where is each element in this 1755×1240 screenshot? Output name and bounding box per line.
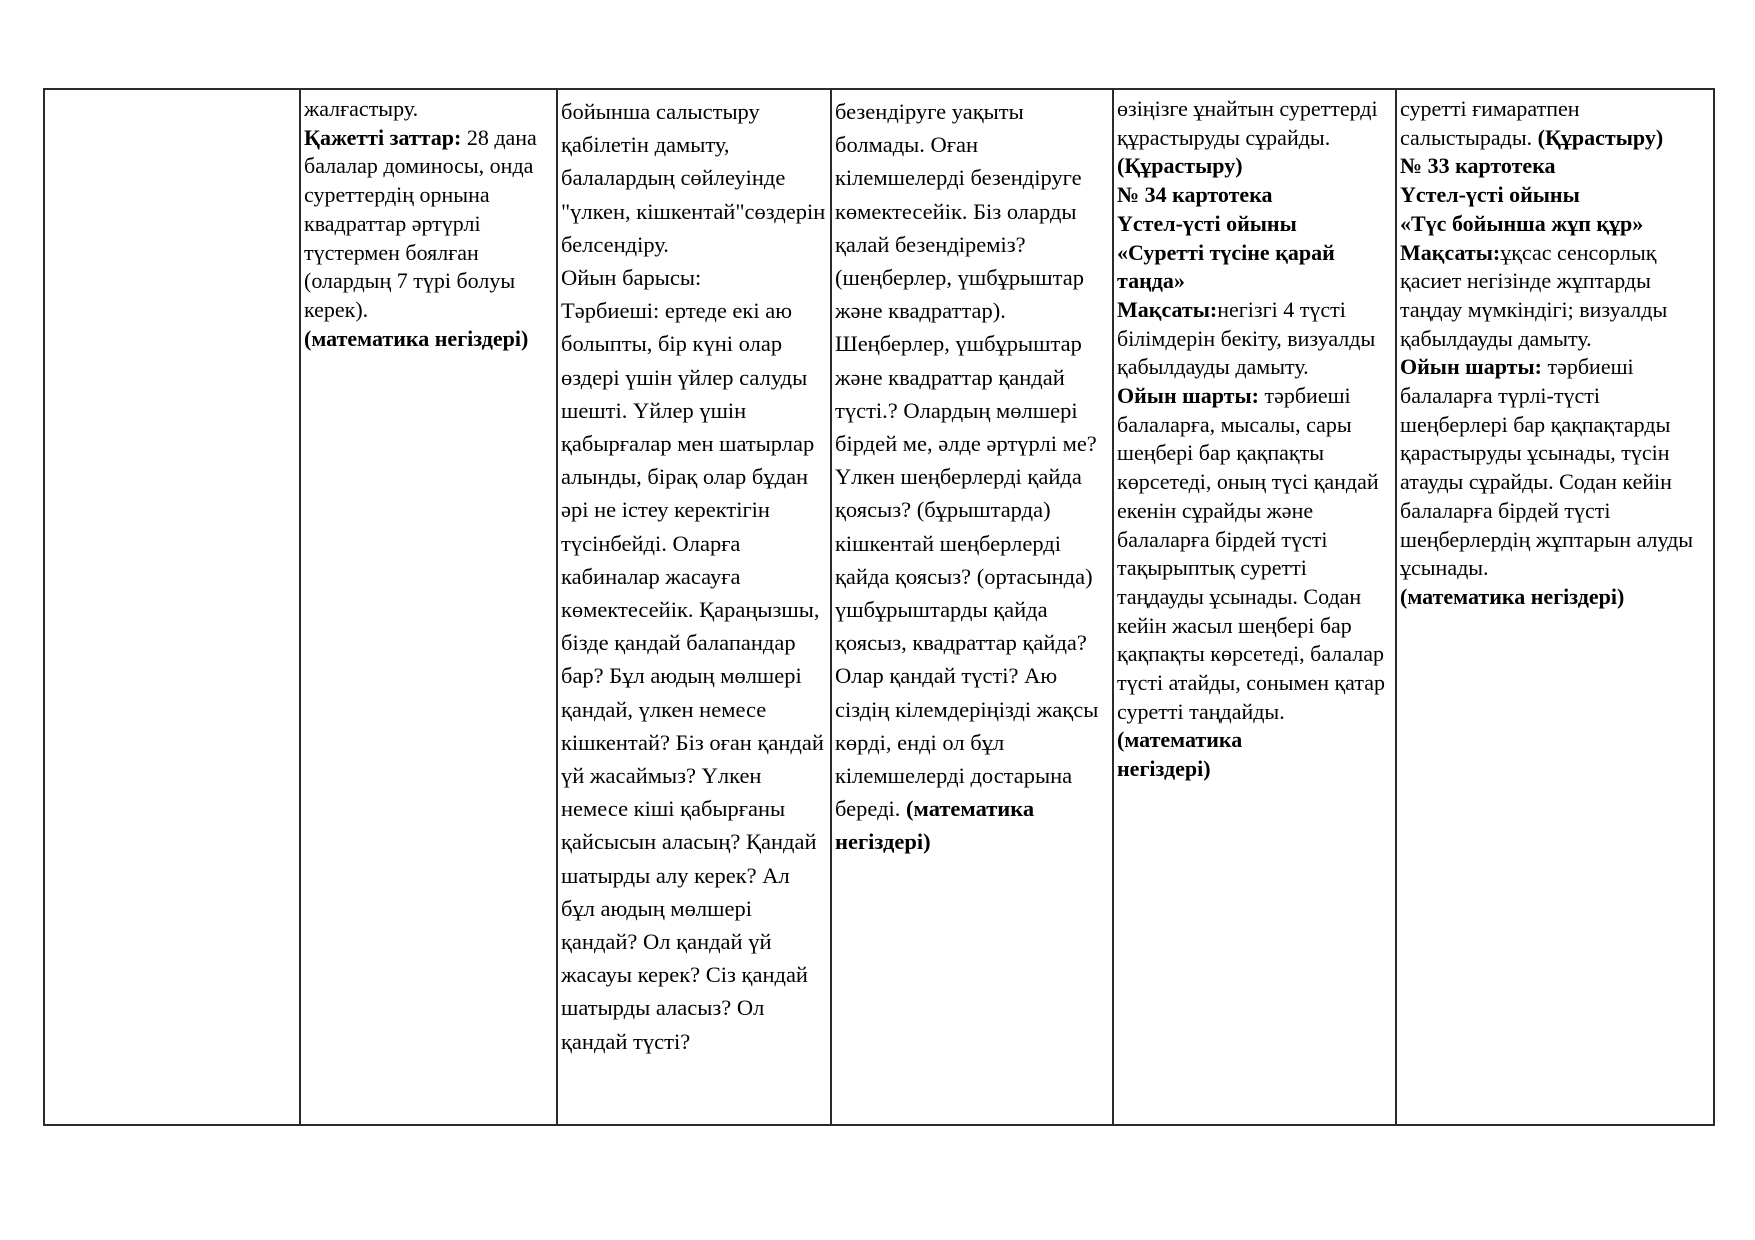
table-cell-col1 bbox=[44, 89, 300, 1125]
cell-text: тәрбиеші балаларға, мысалы, сары шеңбері бар қақпақты көрсетеді, оның түсі қандай екенін сұрайды және балаларға бірдей түсті тақырыптық суретті таңдауды ұсынады. Содан кейін жасыл шеңбері бар қақпақты көрсетеді, балалар түсті атайды, сонымен қатар суретті таңдайды. bbox=[1117, 383, 1386, 724]
cell-text-bold: (Құрастыру) № 33 картотека Үстел-үсті ойыны «Түс бойынша жұп құр» Мақсаты: bbox=[1400, 124, 1664, 265]
cell-text-bold: (Құрастыру) № 34 картотека Үстел-үсті ойыны «Суретті түсіне қарай таңда» Мақсаты: bbox=[1117, 153, 1335, 322]
table-cell-col6 bbox=[1396, 89, 1714, 1125]
table-cell-col2 bbox=[300, 89, 557, 1125]
cell-text: ұқсас сенсорлық қасиет негізінде жұптарды таңдау мүмкіндігі; визуалды қабылдауды дамыту. bbox=[1400, 239, 1668, 351]
cell-text: суретті ғимаратпен салыстырады. bbox=[1400, 96, 1580, 150]
cell-text: өзіңізге ұнайтын суреттерді құрастыруды сұрайды. bbox=[1117, 96, 1378, 150]
cell-text: бойынша салыстыру қабілетін дамыту, балалардың сөйлеуінде "үлкен, кішкентай"сөздерін белсендіру. Ойын барысы: Тәрбиеші: ертеде екі аю болыпты, бір күні олар өздері үшін үйлер салуды шешті. Үйлер үшін қабырғалар мен шатырлар алынды, бірақ олар бұдан әрі не істеу керектігін түсінбейді. Оларға кабиналар жасауға көмектесейік. Қараңызшы, бізде қандай балапандар бар? Бұл аюдың мөлшері қандай, үлкен немесе кішкентай? Біз оған қандай үй жасаймыз? Үлкен немесе кіші қабырғаны қайсысын аласың? Қандай шатырды алу керек? Ал бұл аюдың мөлшері қандай? Ол қандай үй жасауы керек? Сіз қандай шатырды аласыз? Ол қандай түсті? bbox=[561, 99, 826, 1054]
cell-text: негізгі 4 түсті білімдерін бекіту, визуалды қабылдауды дамыту. bbox=[1117, 296, 1376, 380]
table-cell-col3 bbox=[557, 89, 831, 1125]
cell-text-bold: Ойын шарты: bbox=[1400, 354, 1542, 380]
table-cell-col5 bbox=[1113, 89, 1396, 1125]
cell-text: тәрбиеші балаларға түрлі-түсті шеңберлері бар қақпақтарды қарастыруды ұсынады, түсін атауды сұрайды. Содан кейін балаларға бірдей түсті шеңберлердің жұптарын алуды ұсынады. bbox=[1400, 354, 1694, 581]
table-cell-col4 bbox=[831, 89, 1113, 1125]
cell-text-bold: (математика негіздері) bbox=[1117, 727, 1243, 782]
cell-text-bold: (математика негіздері) bbox=[304, 325, 529, 351]
cell-text-bold: Қажетті заттар: bbox=[304, 124, 462, 150]
cell-text-bold: Ойын шарты: bbox=[1117, 383, 1259, 409]
cell-text-bold: (математика негіздері) bbox=[1400, 583, 1625, 609]
lesson-plan-table bbox=[43, 88, 1715, 1126]
cell-text: 28 дана балалар доминосы, онда суреттердің орнына квадраттар әртүрлі түстермен боялған (олардың 7 түрі болуы керек). bbox=[304, 124, 537, 322]
cell-text-bold: (математика негіздері) bbox=[835, 796, 1035, 855]
cell-text: жалғастыру. bbox=[304, 96, 419, 121]
cell-text: безендіруге уақыты болмады. Оған кілемшелерді безендіруге көмектесейік. Біз оларды қалай безендіреміз? (шеңберлер, үшбұрыштар және квадраттар). Шеңберлер, үшбұрыштар және квадраттар қандай түсті.? Олардың мөлшері бірдей ме, әлде әртүрлі ме? Үлкен шеңберлерді қайда қоясыз? (бұрыштарда) кішкентай шеңберлерді қайда қоясыз? (ортасында) үшбұрыштарды қайда қоясыз, квадраттар қайда? Олар қандай түсті? Аю сіздің кілемдеріңізді жақсы көрді, енді ол бұл кілемшелерді достарына береді. bbox=[835, 99, 1099, 822]
table-row bbox=[44, 89, 1714, 1125]
